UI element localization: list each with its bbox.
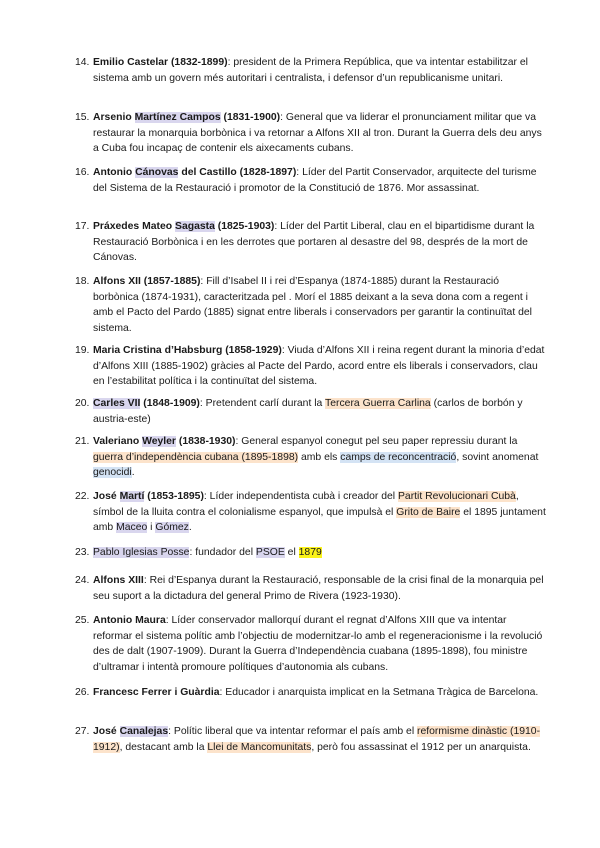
description: , però fou assassinat el 1912 per un anarquista.	[311, 741, 531, 753]
description: : president de la Primera República, que va intentar estabilitzar el sistema amb un govern més autoritari i centralista, i defensor d’un republicanisme unitari.	[93, 57, 528, 84]
item-number: 16.	[75, 167, 90, 178]
description: : Viuda d’Alfons XII i reina regent durant la minoria d’edat d’Alfons XIII (1885-1902) gràcies al Pacte del Pardo, acord entre els liberals i conservadors, clau en l’estabilitat política i la continuïtat del sistema.	[93, 345, 545, 388]
list-item	[76, 545, 546, 561]
person-name-first: Valeriano	[93, 436, 143, 447]
item-number: 14.	[75, 57, 90, 68]
person-name-highlight: Carles VII	[93, 398, 141, 409]
person-name-highlight: Cánovas	[135, 167, 179, 178]
description: : Líder del Partit Conservador, arquitecte del turisme del Sistema de la Restauració i promotor de la Constitució de 1876. Mor assassinat.	[93, 167, 537, 194]
person-dates: (1831-1900)	[220, 112, 281, 123]
person-name-highlight: Canalejas	[119, 726, 169, 737]
list-item	[76, 396, 546, 427]
person-dates: (1832-1899)	[170, 57, 228, 68]
item-number: 17.	[75, 221, 90, 232]
item-number: 19.	[75, 345, 90, 356]
description: : Fill d’Isabel II i rei d’Espanya (1874-1885) durant la Restauració borbònica (1874-1931), caracteritzada pel . Morí el 1885 deixant a la seva dona com a regent i amb el Pacto del Pardo (1885) signat entre liberals i conservadors per garantir la continuïtat del sistema.	[93, 276, 532, 334]
person-name-first: José	[93, 726, 120, 737]
item-number: 21.	[75, 436, 90, 447]
list-item	[76, 219, 546, 266]
highlight-term: Pablo Iglesias Posse	[93, 547, 190, 558]
person-dates: (1848-1909)	[140, 398, 200, 409]
list-item	[76, 434, 546, 481]
highlight-term: Partit Revolucionari Cubà	[398, 491, 516, 502]
description: el	[284, 547, 299, 558]
highlight-term: camps de reconcentració	[340, 451, 457, 463]
person-name: Alfons XII (1857-1885)	[93, 276, 201, 287]
description: : Rei d’Espanya durant la Restauració, responsable de la crisi final de la monarquia pel seu suport a la dictadura del general Primo de Rivera (1923-1930).	[93, 575, 544, 602]
list-item	[76, 489, 546, 536]
description: : fundador del	[189, 547, 256, 558]
list-item	[76, 724, 546, 755]
person-name-first: Antonio	[93, 167, 136, 178]
highlight-term: reformisme dinàstic (1910-1912)	[93, 726, 541, 753]
item-number: 22.	[75, 491, 90, 502]
item-number: 25.	[75, 615, 90, 626]
person-name: Francesc Ferrer i Guàrdia	[93, 687, 220, 698]
highlight-term: genocidi	[93, 467, 132, 479]
person-name-highlight: Martínez Campos	[134, 112, 221, 123]
item-number: 26.	[75, 687, 90, 698]
description: el 1895 juntament amb	[93, 506, 546, 534]
person-name-first: Práxedes Mateo	[93, 221, 176, 232]
person-name-rest: del Castillo (1828-1897)	[178, 167, 297, 178]
description: : General espanyol conegut pel seu paper repressiu durant la	[235, 436, 518, 447]
highlight-term: 1879	[298, 547, 322, 558]
description: : Pretendent carlí durant la	[199, 398, 326, 409]
highlight-term: guerra d’independència cubana (1895-1898)	[93, 451, 299, 463]
item-number: 24.	[75, 575, 90, 586]
item-number: 15.	[75, 112, 90, 123]
person-name: Alfons XIII	[93, 575, 144, 586]
list-item	[76, 343, 546, 390]
list-item	[76, 613, 546, 675]
person-name: Maria Cristina d’Habsburg (1858-1929)	[93, 345, 282, 356]
description: : Líder conservador mallorquí durant el regnat d’Alfons XIII que va intentar reformar el sistema polític amb l’objectiu de modernitzar-lo amb el regeneracionisme i la revolució des de dalt (1907-1909). Durant la Guerra d’Independència cuabana (1895-1898), fou ministre d’ultramar i intentà promoure polítiques d’autonomia als cubans.	[93, 615, 543, 673]
description: amb els	[298, 451, 341, 463]
highlight-term: PSOE	[255, 547, 285, 558]
person-name-highlight: Martí	[119, 491, 145, 502]
description: , sovint anomenat	[456, 451, 539, 463]
description: : Polític liberal que va intentar reformar el país amb el	[168, 726, 418, 737]
list-item	[76, 110, 546, 157]
item-number: 20.	[75, 398, 90, 409]
person-name-highlight: Weyler	[142, 436, 176, 447]
description: , destacant amb la	[119, 741, 208, 753]
list-item	[76, 685, 546, 701]
description: : Líder independentista cubà i creador del	[203, 491, 398, 502]
person-name-highlight: Sagasta	[175, 221, 215, 232]
person-name-first: Arsenio	[93, 112, 135, 123]
list-item	[76, 165, 546, 196]
person-dates: (1853-1895)	[144, 491, 204, 502]
highlight-term: Tercera Guerra Carlina	[325, 398, 431, 409]
description: : Líder del Partit Liberal, clau en el bipartidisme durant la Restauració Borbònica i en les derrotes que portaren al desastre del 98, després de la mort de Cánovas.	[93, 221, 535, 264]
description: (carlos de borbón y austria-este)	[93, 398, 523, 425]
highlight-term: Gómez	[155, 522, 189, 534]
description: : Educador i anarquista implicat en la Setmana Tràgica de Barcelona.	[219, 687, 539, 698]
description: .	[188, 522, 192, 534]
person-name: Emilio Castelar	[93, 57, 169, 68]
highlight-term: Llei de Mancomunitats	[207, 741, 312, 753]
item-number: 23.	[75, 547, 90, 558]
person-dates: (1838-1930)	[175, 436, 236, 447]
list-item	[76, 573, 546, 604]
highlight-term: Maceo	[116, 522, 148, 534]
list-item	[76, 55, 546, 86]
item-number: 18.	[75, 276, 90, 287]
highlight-term: Grito de Baire	[396, 506, 461, 518]
person-name-rest: (1825-1903)	[214, 221, 275, 232]
description: , símbol de la lluita contra el colonialisme espanyol, que impulsà el	[93, 491, 519, 518]
person-name: Antonio Maura	[93, 615, 166, 626]
description: i	[147, 522, 156, 534]
person-name-first: José	[93, 491, 120, 502]
list-item	[76, 274, 546, 336]
description: : General que va liderar el pronunciament militar que va restaurar la monarquia borbònica i va retornar a Alfons XII al tron. Durant la Guerra dels deu anys a Cuba fou incapaç de contenir els aixecaments cubans.	[93, 112, 542, 155]
item-number: 27.	[75, 726, 90, 737]
description: .	[131, 467, 135, 479]
